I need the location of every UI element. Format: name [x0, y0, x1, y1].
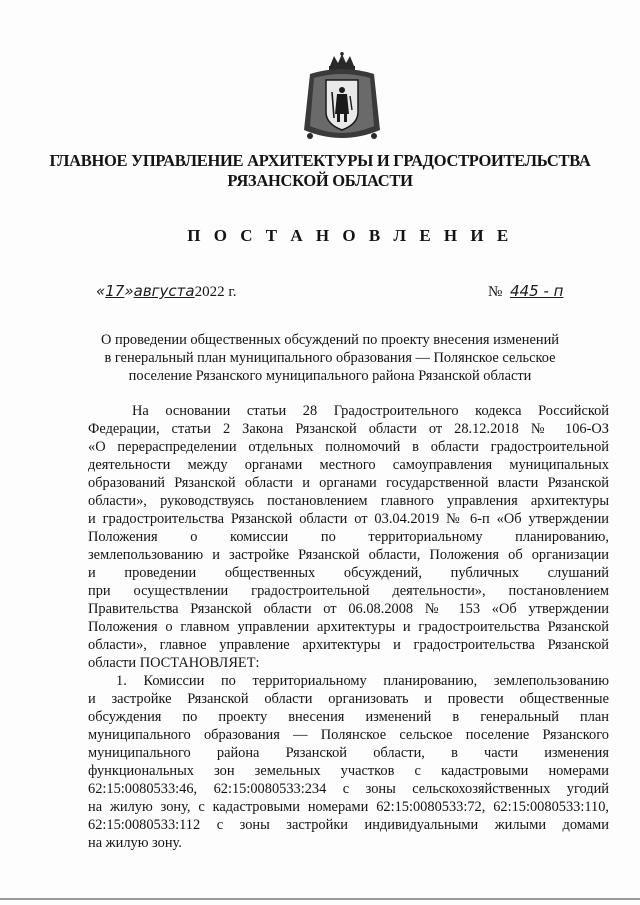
subject-line: О проведении общественных обсуждений по проекту внесения изменений	[101, 332, 559, 348]
body-text-line: 62:15:0080533:46, 62:15:0080533:234 с зоны сельскохозяйственных угодий	[88, 781, 609, 797]
body-text-line: и градостроительства Рязанской области от 03.04.2019 № 6-п «Об утверждении	[88, 511, 609, 527]
document-date	[96, 282, 237, 306]
body-text-line: на жилую зону.	[88, 835, 182, 851]
body-text-line: на жилую зону, с кадастровыми номерами 62:15:0080533:72, 62:15:0080533:110,	[88, 799, 609, 815]
body-text-line: муниципального образования — Полянское сельское поселение Рязанского	[88, 727, 609, 743]
date-month: августа	[133, 282, 195, 300]
organization-name-line-1: ГЛАВНОЕ УПРАВЛЕНИЕ АРХИТЕКТУРЫ И ГРАДОСТРОИТЕЛЬСТВА	[49, 151, 591, 170]
body-text-line: Федерации, статьи 2 Закона Рязанской области от 28.12.2018 № 106-ОЗ	[88, 421, 609, 437]
body-text-line: и застройке Рязанской области организовать и провести общественные	[88, 691, 609, 707]
organization-name-line-2: РЯЗАНСКОЙ ОБЛАСТИ	[227, 171, 413, 190]
body-text-line: и проведении общественных обсуждений, публичных слушаний	[88, 565, 609, 581]
body-text-line: функциональных зон земельных участков с кадастровыми номерами	[88, 763, 609, 779]
date-open-quote: «	[96, 282, 106, 300]
body-text-line: муниципального района Рязанской области, в части изменения	[88, 745, 609, 761]
body-text-line: На основании статьи 28 Градостроительного кодекса Российской	[132, 403, 609, 419]
body-text-line: 62:15:0080533:112 с зоны застройки индивидуальными жилыми домами	[88, 817, 609, 833]
body-text-line: области», главное управление архитектуры и градостроительства Рязанской	[88, 637, 609, 653]
body-text-line: «О перераспределении отдельных полномочий в области градостроительной	[88, 439, 609, 455]
body-text-line: Правительства Рязанской области от 06.08.2008 № 153 «Об утверждении	[88, 601, 609, 617]
body-text-line: обсуждения по проекту внесения изменений в генеральный план	[88, 709, 609, 725]
number-prefix: №	[488, 284, 503, 300]
body-text-line: области ПОСТАНОВЛЯЕТ:	[88, 655, 260, 671]
body-text-line: при осуществлении градостроительной деятельности», постановлением	[88, 583, 609, 599]
document-type-title: П О С Т А Н О В Л Е Н И Е	[187, 226, 513, 245]
date-day: 17	[105, 282, 125, 300]
ryazan-coat-of-arms-emblem	[300, 52, 384, 148]
body-text-line: Положения о комиссии по территориальному планированию,	[88, 529, 609, 545]
body-text-line: 1. Комиссии по территориальному планированию, землепользованию	[116, 673, 609, 689]
body-text-line: области», руководствуясь постановлением главного управления архитектуры	[88, 493, 609, 509]
date-year: 2022 г.	[194, 284, 237, 300]
number-value: 445 - п	[510, 282, 564, 300]
subject-line: поселение Рязанского муниципального района Рязанской области	[128, 368, 532, 384]
body-text-line: образований Рязанской области и органами государственной власти Рязанской	[88, 475, 609, 491]
subject-line: в генеральный план муниципального образования — Полянское сельское	[104, 350, 556, 366]
body-text-line: деятельности между органами местного самоуправления муниципальных	[88, 457, 609, 473]
body-text-line: землепользованию и застройке Рязанской области, Положения об организации	[88, 547, 609, 563]
page-bottom-edge	[0, 898, 640, 900]
body-text-line: Положения о главном управлении архитектуры и градостроительства Рязанской	[88, 619, 609, 635]
date-close-quote: »	[124, 282, 134, 300]
document-number	[488, 282, 563, 301]
